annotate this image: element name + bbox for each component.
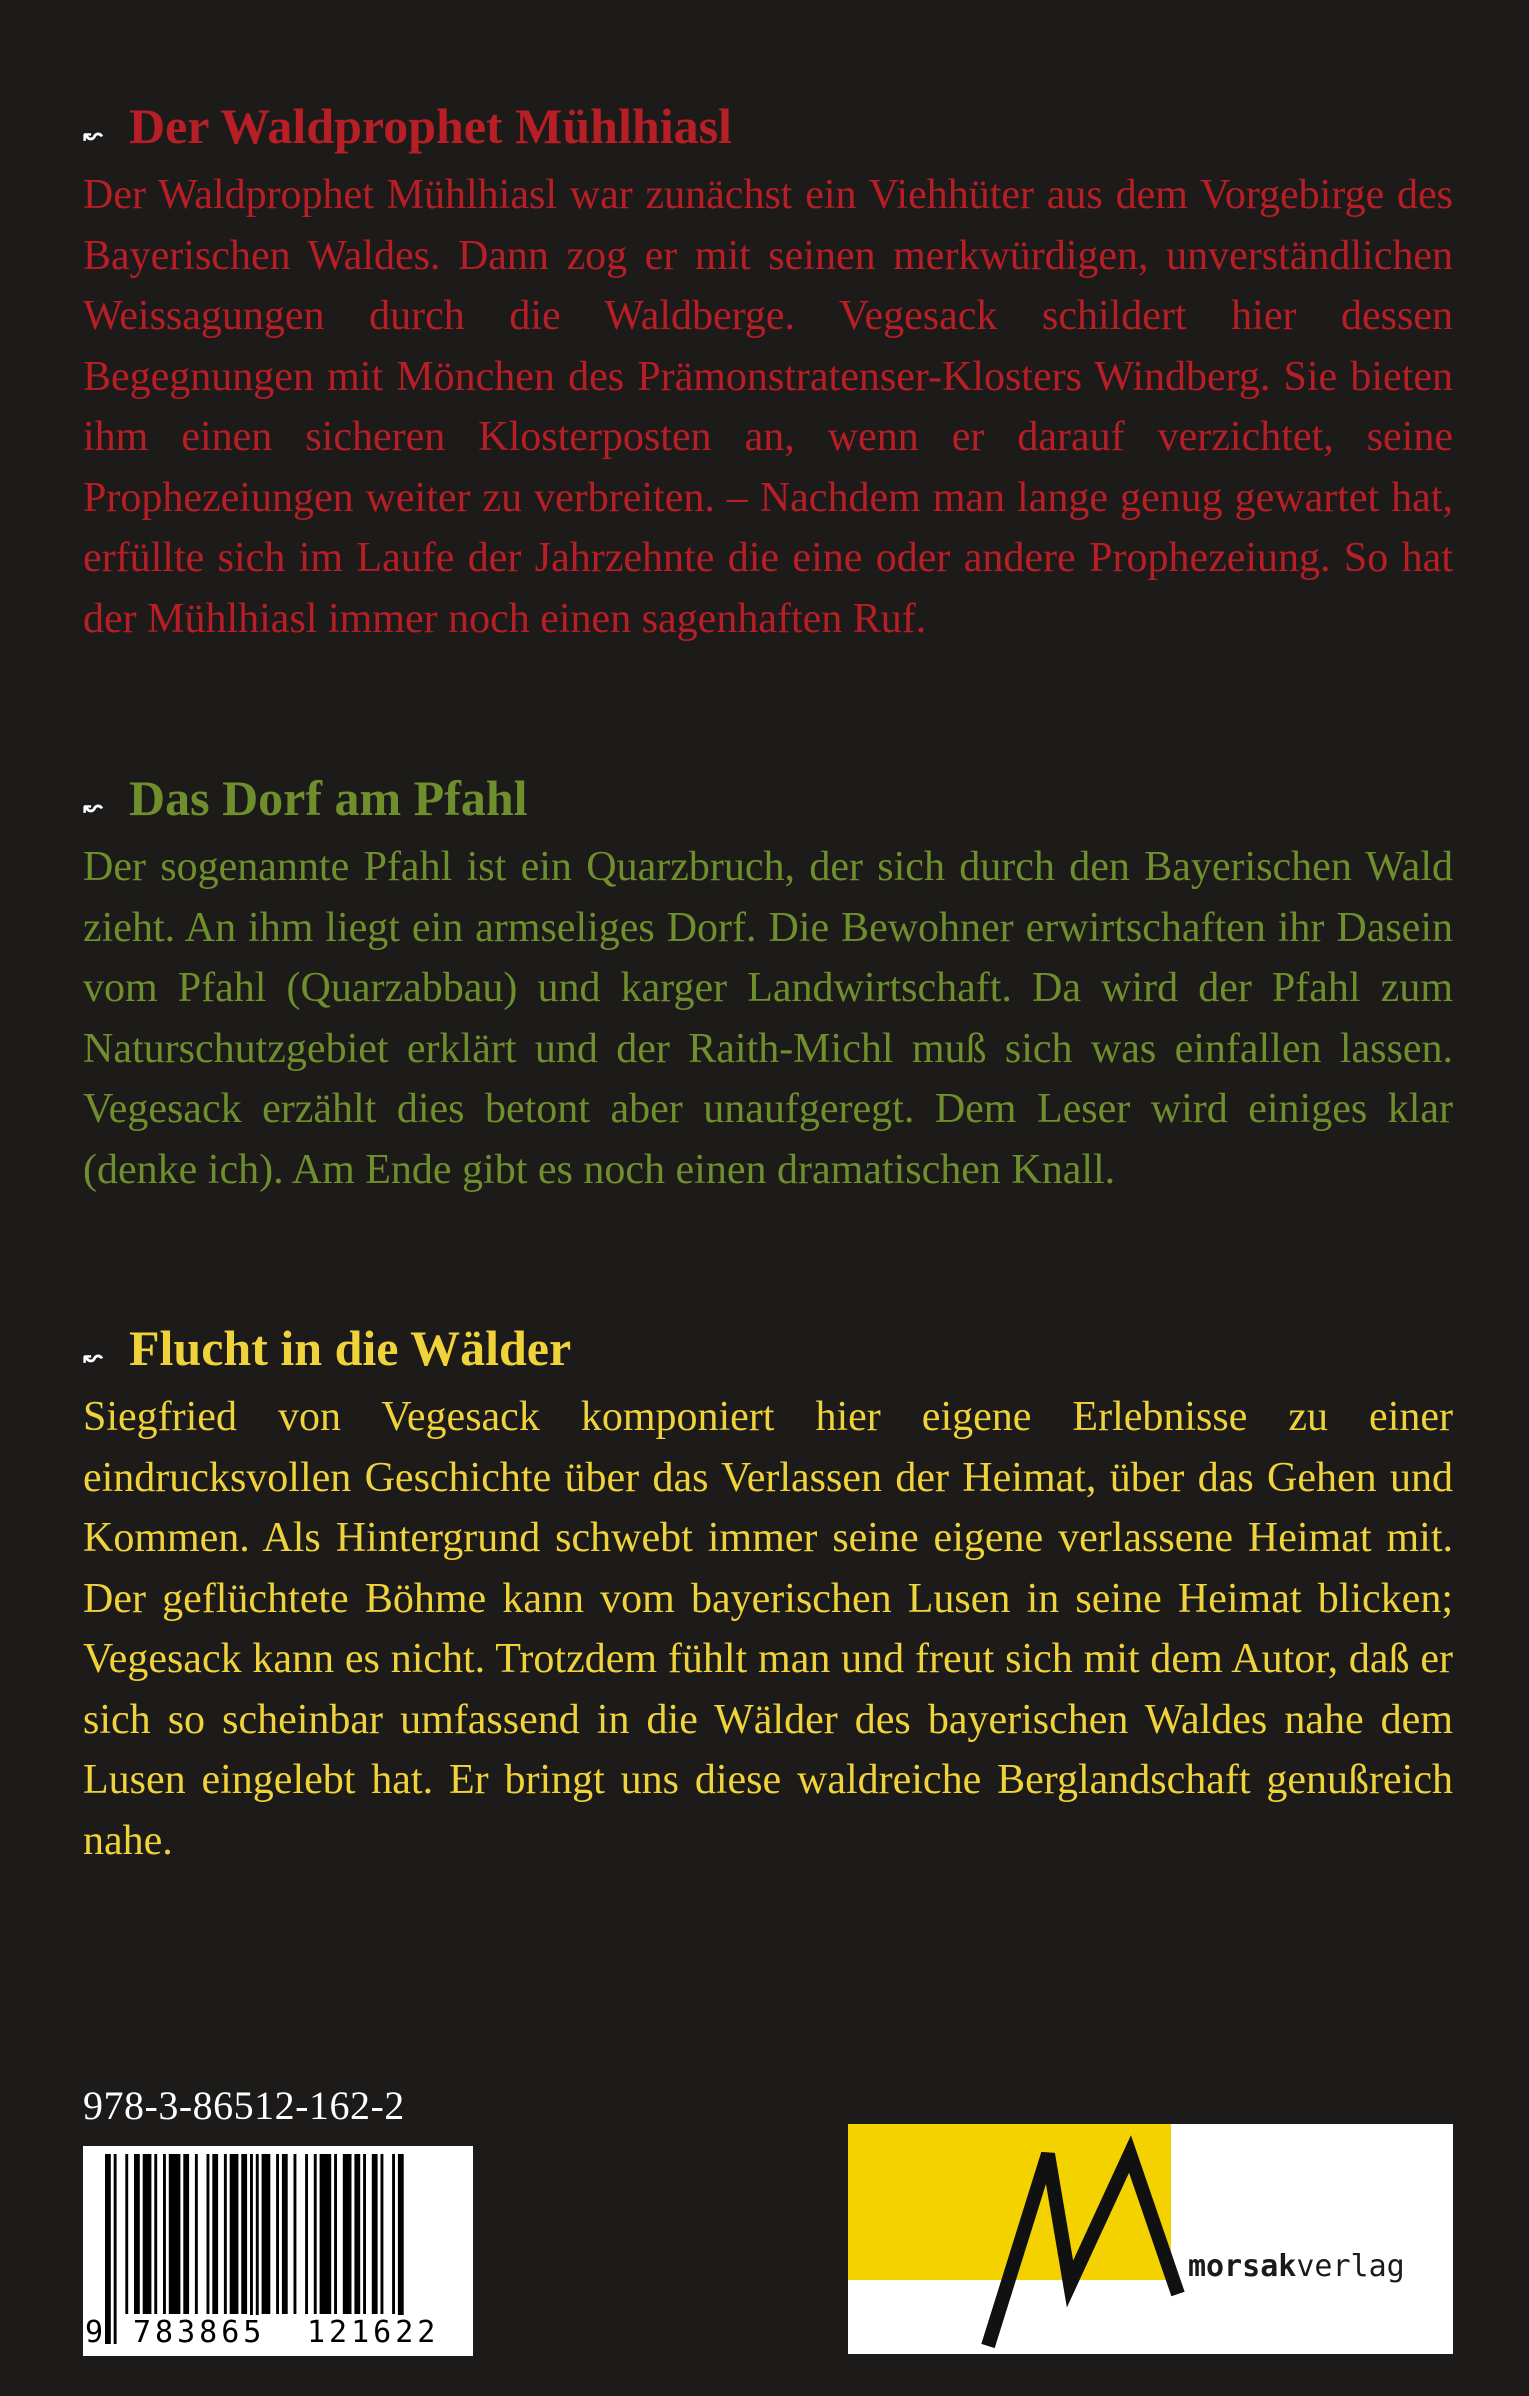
section-title-text: Das Dorf am Pfahl bbox=[129, 770, 528, 826]
publisher-name-bold: morsak bbox=[1188, 2249, 1297, 2284]
barcode-bar bbox=[241, 2154, 247, 2314]
barcode-bar bbox=[169, 2154, 181, 2314]
ornament-icon: ↜ bbox=[83, 793, 104, 821]
barcode-bar bbox=[262, 2154, 271, 2314]
section-title-text: Der Waldprophet Mühlhiasl bbox=[129, 98, 732, 154]
ornament-icon: ↜ bbox=[83, 121, 104, 149]
barcode-bar bbox=[224, 2154, 227, 2314]
barcode-bar bbox=[105, 2154, 111, 2344]
barcode-bar bbox=[183, 2154, 189, 2314]
barcode-bar bbox=[154, 2154, 157, 2314]
barcode-bar bbox=[294, 2154, 297, 2314]
barcode-bar bbox=[114, 2154, 117, 2344]
barcode-bar bbox=[163, 2154, 166, 2314]
barcode-digits-left: 783865 bbox=[133, 2315, 266, 2350]
section-flucht-in-die-waelder bbox=[83, 1318, 1453, 1871]
isbn-barcode bbox=[83, 2146, 473, 2356]
barcode-digits-right: 121622 bbox=[307, 2315, 440, 2350]
section-title bbox=[83, 1318, 1453, 1387]
logo-m-mark-icon bbox=[848, 2124, 1453, 2354]
section-title-text: Flucht in die Wälder bbox=[129, 1320, 572, 1376]
barcode-bar bbox=[195, 2154, 198, 2314]
barcode-digit-first: 9 bbox=[85, 2315, 104, 2350]
barcode-bar bbox=[282, 2154, 288, 2314]
section-title bbox=[83, 96, 1453, 165]
barcode-bar bbox=[363, 2154, 366, 2314]
publisher-name-light: verlag bbox=[1296, 2249, 1405, 2284]
barcode-bar bbox=[334, 2154, 337, 2314]
barcode-bar bbox=[230, 2154, 239, 2314]
barcode-bar bbox=[305, 2154, 308, 2314]
barcode-bar bbox=[354, 2154, 360, 2314]
section-waldprophet bbox=[83, 96, 1453, 649]
publisher-logo bbox=[848, 2124, 1453, 2354]
barcode-bar bbox=[372, 2154, 378, 2314]
barcode-bar bbox=[392, 2154, 395, 2314]
barcode-bar bbox=[134, 2154, 140, 2314]
section-body: Siegfried von Vegesack komponiert hier eigene Erlebnisse zu einer eindrucksvollen Geschichte über das Verlassen der Heimat, über das Gehen und Kommen. Als Hintergrund schwebt immer seine eigene verlassene Heimat mit. Der geflüchtete Böhme kann vom bayerischen Lusen in seine Heimat blicken; Vegesack kann es nicht. Trotzdem fühlt man und freut sich mit dem Autor, daß er sich so scheinbar umfassend in die Wälder des bayerischen Waldes nahe dem Lusen eingelebt hat. Er bringt uns diese waldreiche Berglandschaft genußreich nahe. bbox=[83, 1394, 1453, 1864]
barcode-bar bbox=[276, 2154, 279, 2314]
barcode-bar bbox=[320, 2154, 332, 2314]
section-title bbox=[83, 768, 1453, 837]
isbn-number: 978-3-86512-162-2 bbox=[83, 2083, 405, 2128]
section-body: Der sogenannte Pfahl ist ein Quarzbruch, der sich durch den Bayerischen Wald zieht. An ihm liegt ein armseliges Dorf. Die Bewohner erwirtschaften ihr Dasein vom Pfahl (Quarzabbau) und karger Landwirtschaft. Da wird der Pfahl zum Naturschutzgebiet erklärt und der Raith-Michl muß sich was einfallen lassen. Vegesack erzählt dies betont aber unaufgeregt. Dem Leser wird einiges klar (denke ich). Am Ende gibt es noch einen dramatischen Knall. bbox=[83, 844, 1453, 1193]
publisher-name bbox=[1188, 2249, 1405, 2284]
ornament-icon: ↜ bbox=[83, 1343, 104, 1371]
barcode-bar bbox=[207, 2154, 210, 2314]
barcode-bar bbox=[314, 2154, 317, 2314]
section-body: Der Waldprophet Mühlhiasl war zunächst ein Viehhüter aus dem Vorgebirge des Bayerischen Waldes. Dann zog er mit seinen merkwürdigen, unverständlichen Weissagungen durch die Waldberge. Vegesack schildert hier dessen Begegnungen mit Mönchen des Prämonstratenser-Klosters Windberg. Sie bieten ihm einen sicheren Klosterposten an, wenn er darauf verzichtet, seine Prophezeiungen weiter zu verbreiten. – Nachdem man lange genug gewartet hat, erfüllte sich im Laufe der Jahrzehnte die eine oder andere Prophezeiung. So hat der Mühlhiasl immer noch einen sagenhaften Ruf. bbox=[83, 172, 1453, 642]
section-dorf-am-pfahl bbox=[83, 768, 1453, 1200]
barcode-bar bbox=[381, 2154, 384, 2314]
barcode-bar bbox=[143, 2154, 152, 2314]
barcode-bar bbox=[125, 2154, 128, 2314]
barcode-bar bbox=[212, 2154, 218, 2314]
barcode-bar bbox=[343, 2154, 352, 2314]
